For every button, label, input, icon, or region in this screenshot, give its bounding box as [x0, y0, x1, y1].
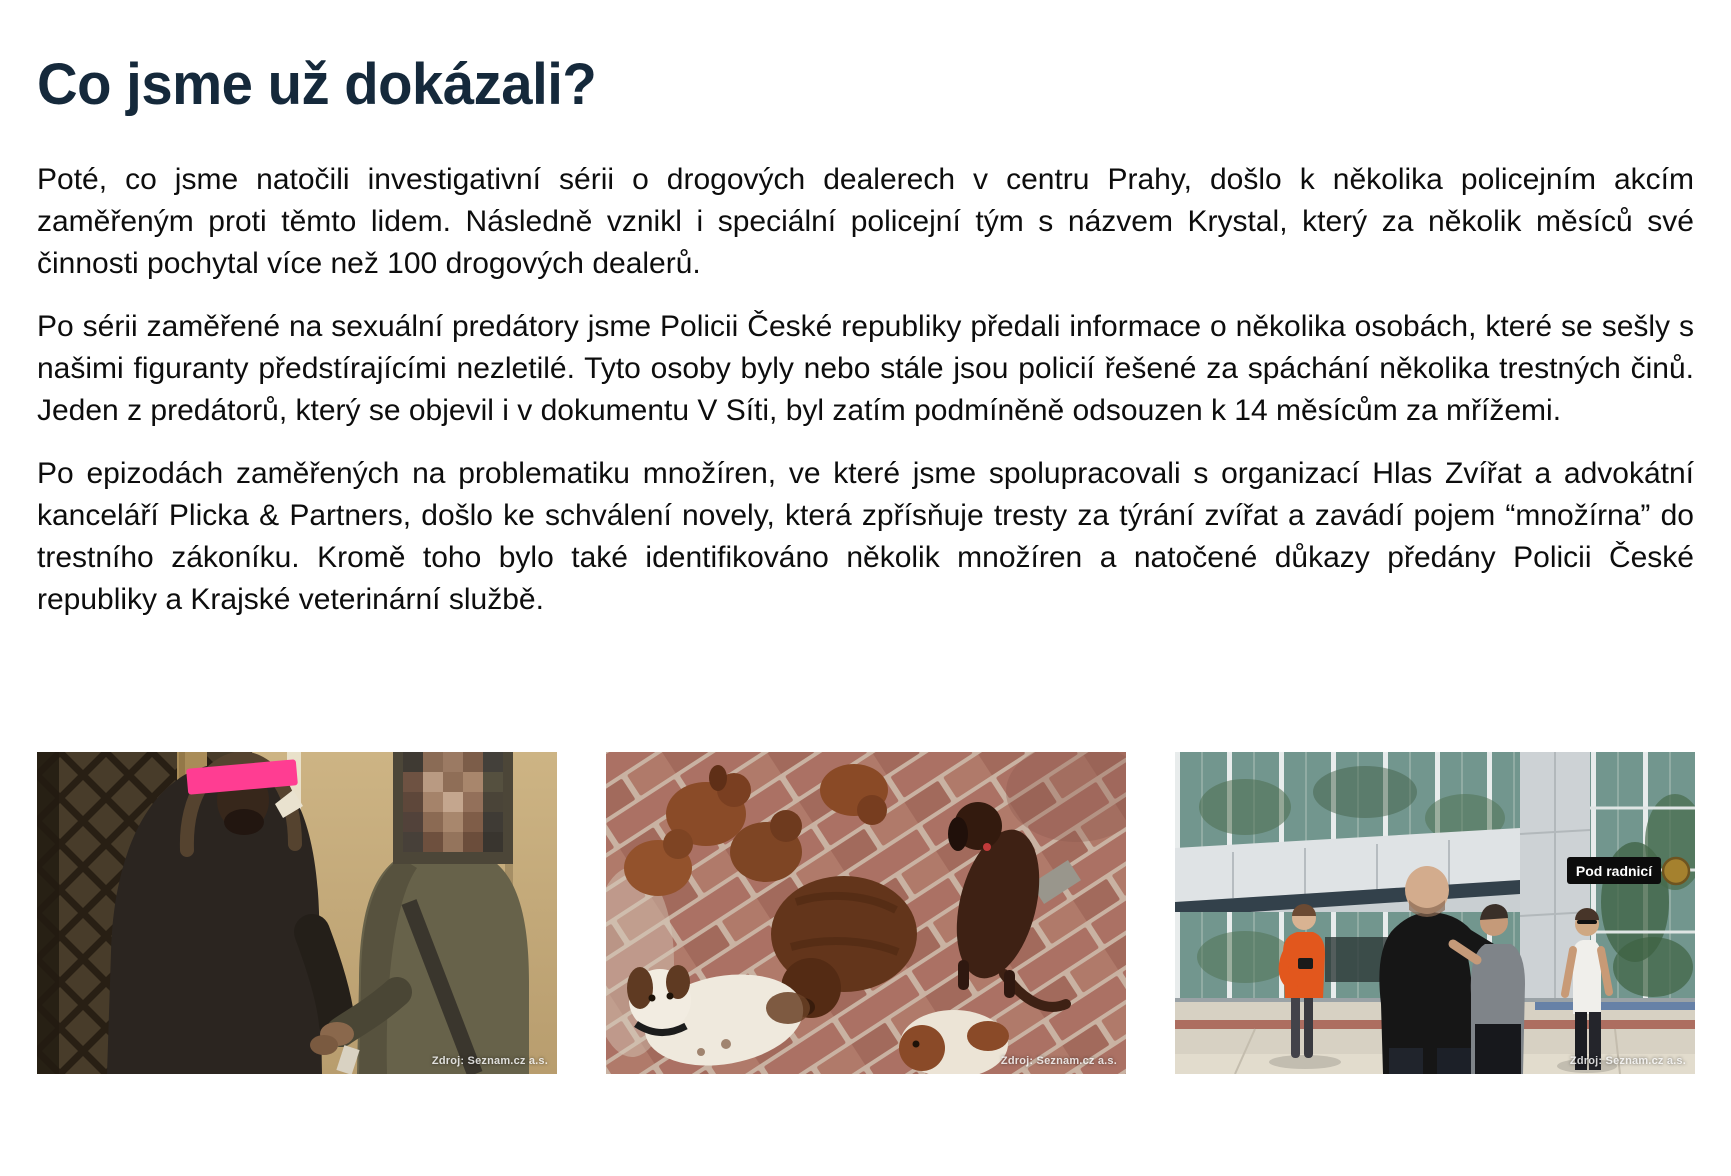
paragraph-sexual-predators: Po sérii zaměřené na sexuální predátory jsme Policii České republiky předali informace o několika osobách, které se sešly s našimi figuranty předstírajícími nezletilé. Tyto osoby byly nebo stále jsou policií řešené za spáchání několika trestných činů. Jeden z predátorů, který se objevil i v dokumentu V Síti, byl zatím podmíněně odsouzen k 14 měsícům za mřížemi.	[37, 309, 1694, 427]
sunglasses	[1577, 920, 1597, 924]
photo-gallery	[0, 752, 1731, 1074]
pod-radnici-sign-text: Pod radnicí	[1575, 862, 1653, 879]
photo-building-confrontation	[1175, 752, 1695, 1074]
page-title: Co jsme už dokázali?	[37, 52, 597, 117]
dogs-illustration	[606, 752, 1126, 1074]
pod-radnici-sign	[1567, 857, 1689, 884]
pixel-mosaic	[403, 752, 503, 852]
photo-credit: Zdroj: Seznam.cz a.s.	[431, 1054, 548, 1067]
paragraph-drug-dealers: Poté, co jsme natočili investigativní sérii o drogových dealerech v centru Prahy, došlo k několika policejním akcím zaměřeným proti těmto lidem. Následně vznikl i speciální policejní tým s názvem Krystal, který za několik měsíců své činnosti pochytal více než 100 drogových dealerů.	[37, 162, 1694, 280]
photo-credit: Zdroj: Seznam.cz a.s.	[1569, 1054, 1686, 1067]
building-illustration	[1175, 752, 1695, 1074]
photo-drug-deal-scene	[37, 752, 557, 1074]
drug-deal-illustration	[37, 752, 557, 1074]
paragraph-puppy-mills: Po epizodách zaměřených na problematiku množíren, ve které jsme spolupracovali s organizací Hlas Zvířat a advokátní kanceláří Plicka & Partners, došlo ke schválení novely, která zpřísňuje tresty za týrání zvířat a zavádí pojem “množírna” do trestního zákoníku. Kromě toho bylo také identifikováno několik množíren a natočené důkazy předány Policii České republiky a Krajské veterinární službě.	[37, 456, 1694, 616]
photo-puppy-mill-dogs	[606, 752, 1126, 1074]
article	[0, 52, 1731, 621]
photo-credit: Zdroj: Seznam.cz a.s.	[1000, 1054, 1117, 1067]
